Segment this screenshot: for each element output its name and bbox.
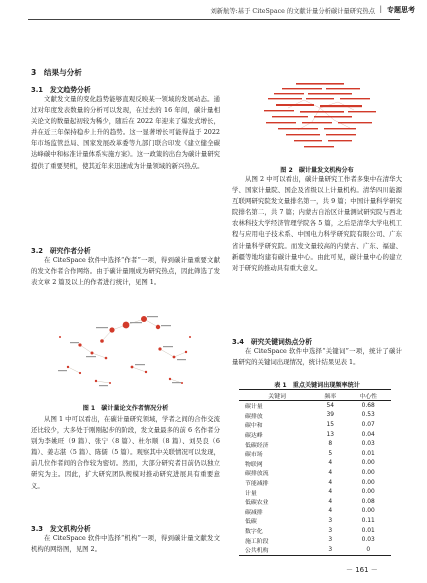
institution-label-marks — [264, 83, 376, 147]
centrality-cell: 0.01 — [361, 450, 375, 457]
centrality-cell: 0.00 — [361, 460, 375, 467]
keyword-cell: 低碳 — [245, 519, 257, 526]
keyword-cell: 碳计量 — [245, 404, 263, 411]
centrality-cell: 0.04 — [361, 431, 375, 438]
frequency-cell: 4 — [328, 498, 333, 505]
institution-network-graph — [246, 78, 394, 160]
paragraph-3-2: 在 CiteSpace 软件中选择“作者”一项，得到碳计量重要文献的发文作者合作网络。由于碳计量刚成为研究热点，因此筛选了发表文章 2 篇及以上的作者进行统计，见图 1。 — [31, 256, 220, 287]
centrality-cell: 0.07 — [361, 421, 375, 428]
keyword-cell: 碳排放 — [245, 413, 263, 420]
table-body — [239, 401, 391, 556]
figure-2-caption: 图 2 碳计量发文机构分布 — [280, 167, 354, 174]
frequency-cell: 4 — [328, 489, 333, 496]
table-row — [239, 487, 391, 497]
centrality-cell: 0.00 — [361, 479, 375, 486]
frequency-cell: 15 — [326, 421, 335, 428]
subsection-3-3-heading: 3.3 发文机构分析 — [31, 525, 91, 533]
frequency-cell: 3 — [328, 517, 333, 524]
table-row — [239, 449, 391, 459]
table-row — [239, 420, 391, 430]
paragraph-3-4: 在 CiteSpace 软件中选择“关键词”一项，统计了碳计量研究的关键词出现情况，统计结果见表 1。 — [232, 347, 402, 367]
keyword-cell: 物联网 — [245, 461, 263, 468]
author-links — [68, 319, 186, 383]
column-header-centrality: 中心性 — [345, 390, 391, 401]
author-nodes — [59, 316, 191, 384]
keyword-frequency-table — [239, 389, 391, 556]
table-row — [239, 545, 391, 555]
keyword-cell: 节能减排 — [245, 481, 269, 488]
frequency-cell: 5 — [328, 450, 333, 457]
frequency-cell: 3 — [328, 527, 333, 534]
frequency-cell: 54 — [326, 402, 335, 409]
paragraph-3-3: 在 CiteSpace 软件中选择“机构”一项，得到碳计量文献发文机构的网络图，见图 2。 — [31, 534, 220, 554]
centrality-cell: 0.08 — [361, 498, 375, 505]
centrality-cell: 0.00 — [361, 469, 375, 476]
centrality-cell: 0.01 — [361, 527, 375, 534]
column-header-keyword: 关键词 — [239, 390, 315, 401]
centrality-cell: 0.03 — [361, 537, 375, 544]
table-row — [239, 507, 391, 517]
table-row — [239, 411, 391, 421]
frequency-cell: 3 — [315, 545, 345, 555]
frequency-cell: 4 — [328, 469, 333, 476]
figure-2-institution-network — [246, 78, 394, 160]
paragraph-3-3-discussion: 从图 2 中可以看出，碳计量研究工作者多集中在清华大学、国家计量院、国企及省级以上计量机构。清华四川能源互联网研究院发文量排名第一，共 9 篇；中国计量科学研究院排名第二，共 7 篇；内蒙古自治区计量测试研究院与西北农林科技大学经济管理学院各 5 篇，之后是清华大学电机工程与应用电子技术系、中国电力科学研究院有限公司、广东省计量科学研究院。而发文量较高的内蒙古、广东、福建、新疆等地均建有碳计量中心。由此可见，碳计量中心的建立对于研究的推动具有重大意义。 — [232, 175, 402, 272]
keyword-cell: 数字化 — [245, 529, 263, 536]
keyword-cell: 公共机构 — [239, 545, 315, 555]
table-row — [239, 401, 391, 411]
table-row — [239, 526, 391, 536]
keyword-cell: 碳市场 — [245, 452, 263, 459]
frequency-cell: 4 — [328, 479, 333, 486]
keyword-cell: 计量 — [245, 490, 257, 497]
subsection-3-4-heading: 3.4 研究关键词热点分析 — [232, 338, 313, 346]
figure-1-author-network — [40, 297, 212, 397]
centrality-cell: 0.03 — [361, 441, 375, 448]
table-row — [239, 468, 391, 478]
table-row — [239, 516, 391, 526]
table-row — [239, 535, 391, 545]
column-name: 专题思考 — [387, 6, 415, 14]
table-row — [239, 430, 391, 440]
frequency-cell: 39 — [326, 412, 335, 419]
keyword-cell: 低碳农业 — [245, 500, 269, 507]
centrality-cell: 0.00 — [361, 489, 375, 496]
header-rule — [28, 19, 400, 20]
subsection-3-2-heading: 3.2 研究作者分析 — [31, 247, 91, 255]
frequency-cell: 13 — [326, 431, 335, 438]
frequency-cell: 4 — [328, 508, 333, 515]
frequency-cell: 8 — [328, 441, 333, 448]
keyword-cell: 碳减排 — [245, 509, 263, 516]
frequency-cell: 4 — [328, 460, 333, 467]
section-3-heading: 3 结果与分析 — [31, 68, 82, 77]
paragraph-3-1: 文献发文量的变化趋势能够直观反映某一领域的发展动态。通过对年度发表数量的分析可以发现，在过去的 16 年间，碳计量相关论文的数量起初较为稀少，随后在 2022 年迎来了爆发式增长，并在近三年保持稳步上升的趋势。这一显著增长可能得益于 2022 年市场监管总局、国家发展改革委等九部门联合印发《建立健全碳达峰碳中和标准计量体系实施方案》。这一政策的出台为碳计量研究提供了重要契机，使其近年来迅速成为计量领域的新兴热点。 — [31, 95, 220, 170]
frequency-cell: 3 — [328, 537, 333, 544]
table-row — [239, 459, 391, 469]
column-header-frequency: 频率 — [315, 390, 345, 401]
table-header-row — [239, 390, 391, 401]
running-header — [0, 0, 427, 22]
header-separator: | — [379, 5, 382, 13]
table-row — [239, 439, 391, 449]
keyword-cell: 碳排放流 — [245, 471, 269, 478]
centrality-cell: 0.11 — [361, 517, 375, 524]
table-1-caption: 表 1 重点关键词出现频率统计 — [274, 382, 360, 389]
keyword-cell: 碳达峰 — [245, 433, 263, 440]
page-number: － 161 － — [346, 566, 378, 574]
table-row — [239, 478, 391, 488]
centrality-cell: 0.00 — [361, 508, 375, 515]
figure-1-caption: 图 1 碳计量论文作者情况分析 — [82, 405, 169, 412]
running-title: 刘新航等:基于 CiteSpace 的文献计量分析碳计量研究热点 — [210, 8, 375, 15]
keyword-cell: 碳中和 — [245, 423, 263, 430]
table-row — [239, 497, 391, 507]
centrality-cell: 0.68 — [361, 402, 375, 409]
subsection-3-1-heading: 3.1 发文趋势分析 — [31, 86, 91, 94]
keyword-cell: 施工阶段 — [245, 538, 269, 545]
centrality-cell: 0 — [345, 545, 391, 555]
centrality-cell: 0.53 — [361, 412, 375, 419]
keyword-cell: 低碳经济 — [245, 442, 269, 449]
author-network-graph — [40, 297, 212, 397]
paragraph-3-2-discussion: 从图 1 中可以看出，在碳计量研究领域，学者之间的合作交流还比较少，大多处于刚刚起步的阶段，发文量最多的前 6 名作者分别为李姚旺（9 篇）、张宁（8 篇）、杜尔顺（8 篇）、刘昊良（6 篇）、姜志湛（5 篇）、陈儒（5 篇）。观察其中关联情况可以发现，前几位作者间的合作较为密切。然而，大部分研究者目前仍以独立研究为主。因此，扩大研究团队规模对推动研究进展具有重要意义。 — [31, 415, 220, 490]
